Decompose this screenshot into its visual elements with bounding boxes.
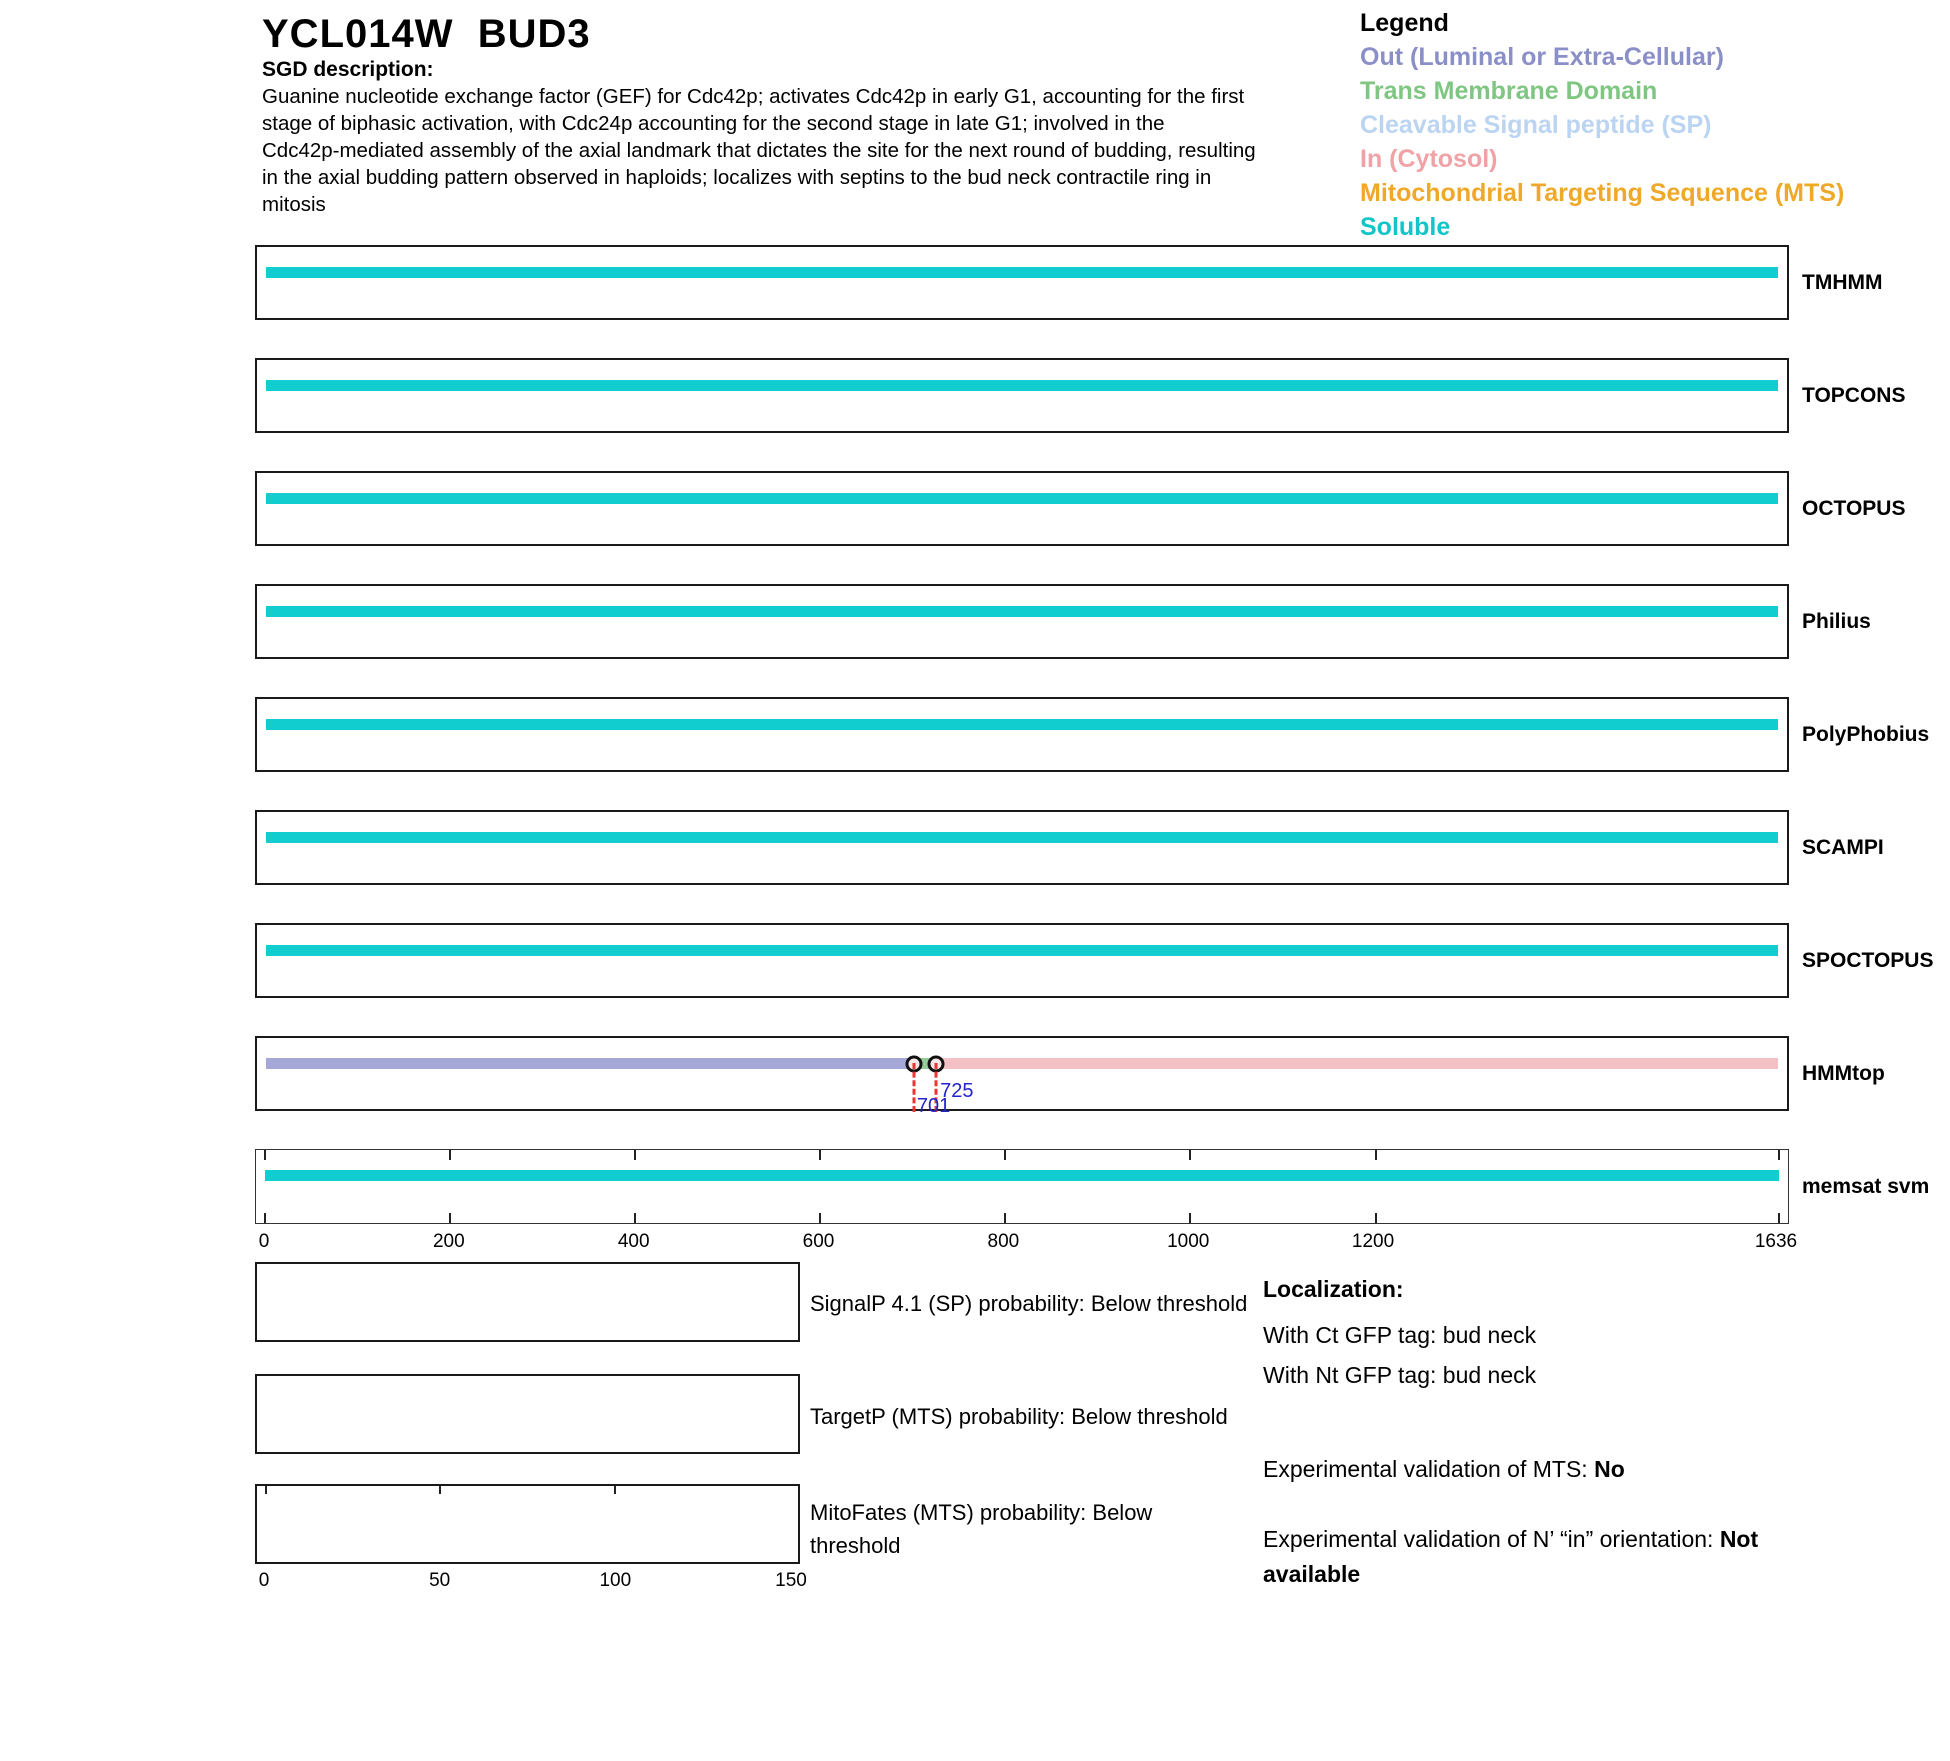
soluble-bar (266, 606, 1778, 617)
description-line: stage of biphasic activation, with Cdc24p accounting for the second stage in late G1; involved in the (262, 112, 1165, 135)
legend-item-out: Out (Luminal or Extra-Cellular) (1360, 43, 1724, 71)
mitofates-plot-label: MitoFates (MTS) probability: Below threshold (810, 1500, 1153, 1558)
exp-mts-label: Experimental validation of MTS: (1263, 1456, 1595, 1482)
mitofates-plot-box (255, 1484, 800, 1564)
mitofates-ruler-ticks (266, 1486, 789, 1562)
description-line: Guanine nucleotide exchange factor (GEF) for Cdc42p; activates Cdc42p in early G1, accounting for the first (262, 85, 1245, 108)
soluble-bar (266, 719, 1778, 730)
hmmtop-in-segment (936, 1058, 1778, 1069)
soluble-bar (266, 380, 1778, 391)
track-box-tmhmm (255, 245, 1789, 320)
axis-tick-label: 1200 (1351, 1231, 1395, 1252)
track-label-topcons: TOPCONS (1802, 383, 1906, 407)
tm-end-position-label: 725 (940, 1080, 974, 1102)
localization-ct-gfp: With Ct GFP tag: bud neck (1263, 1322, 1537, 1348)
residue-axis (258, 1231, 1798, 1255)
exp-mts-value: No (1594, 1456, 1625, 1482)
hmmtop-out-segment (266, 1058, 914, 1069)
track-label-hmmtop: HMMtop (1802, 1061, 1885, 1085)
track-box-scampi (255, 810, 1789, 885)
targetp-plot-label: TargetP (MTS) probability: Below threshold (810, 1404, 1228, 1429)
axis-tick-label: 400 (617, 1231, 650, 1252)
signalp-plot-label: SignalP 4.1 (SP) probability: Below threshold (810, 1291, 1248, 1316)
axis-tick-label: 600 (802, 1231, 835, 1252)
sgd-description-heading: SGD description: (262, 58, 434, 81)
localization-heading: Localization: (1263, 1276, 1404, 1302)
exp-orientation-value: Not available (1263, 1526, 1759, 1587)
axis-tick-label: 100 (599, 1570, 632, 1591)
track-box-topcons (255, 358, 1789, 433)
tm-start-position-label: 701 (916, 1095, 951, 1117)
axis-tick-label: 50 (429, 1570, 451, 1591)
signalp-plot-box (255, 1262, 800, 1342)
sgd-description (262, 83, 1362, 218)
legend-item-sp: Cleavable Signal peptide (SP) (1360, 111, 1712, 139)
description-line: mitosis (262, 193, 326, 216)
track-label-polyphobius: PolyPhobius (1802, 722, 1930, 746)
soluble-bar (266, 493, 1778, 504)
track-box-philius (255, 584, 1789, 659)
axis-tick-label: 1636 (1754, 1231, 1798, 1252)
track-box-polyphobius (255, 697, 1789, 772)
targetp-plot-box (255, 1374, 800, 1454)
legend-item-tm: Trans Membrane Domain (1360, 77, 1658, 105)
soluble-bar (265, 1170, 1779, 1181)
track-label-tmhmm: TMHMM (1802, 270, 1883, 294)
axis-tick-label: 0 (258, 1231, 270, 1252)
axis-tick-label: 800 (987, 1231, 1020, 1252)
soluble-bar (266, 267, 1778, 278)
legend (1360, 6, 1844, 244)
track-box-spoctopus (255, 923, 1789, 998)
axis-tick-label: 200 (432, 1231, 465, 1252)
legend-heading: Legend (1360, 9, 1449, 37)
memsat-ruler-ticks (265, 1150, 1779, 1223)
soluble-bar (266, 832, 1778, 843)
track-label-memsat-svm: memsat svm (1802, 1174, 1930, 1198)
soluble-bar (266, 945, 1778, 956)
description-line: in the axial budding pattern observed in haploids; localizes with septins to the bud neck contractile ring in (262, 166, 1212, 189)
axis-tick-label: 1000 (1167, 1231, 1210, 1252)
experimental-validation-orientation (1263, 1522, 1838, 1592)
experimental-validation-mts (1263, 1456, 1625, 1483)
track-box-hmmtop (255, 1036, 1789, 1117)
track-label-spoctopus: SPOCTOPUS (1802, 948, 1934, 972)
track-box-memsat-svm (255, 1149, 1789, 1224)
axis-tick-label: 0 (258, 1570, 270, 1591)
mitofates-axis (258, 1570, 807, 1594)
track-label-scampi: SCAMPI (1802, 835, 1884, 859)
legend-item-in: In (Cytosol) (1360, 145, 1498, 173)
track-label-philius: Philius (1802, 609, 1871, 633)
exp-orientation-label: Experimental validation of N’ “in” orientation: (1263, 1526, 1720, 1552)
legend-item-mts: Mitochondrial Targeting Sequence (MTS) (1360, 179, 1845, 207)
tm-start-guide-line (912, 1063, 915, 1112)
track-label-octopus: OCTOPUS (1802, 496, 1906, 520)
page-title: YCL014W BUD3 (262, 12, 591, 56)
localization-nt-gfp: With Nt GFP tag: bud neck (1263, 1362, 1537, 1388)
legend-item-soluble: Soluble (1360, 213, 1451, 241)
track-box-octopus (255, 471, 1789, 546)
axis-tick-label: 150 (775, 1570, 807, 1591)
description-line: Cdc42p-mediated assembly of the axial landmark that dictates the site for the next round of budding, resulting (262, 139, 1256, 162)
